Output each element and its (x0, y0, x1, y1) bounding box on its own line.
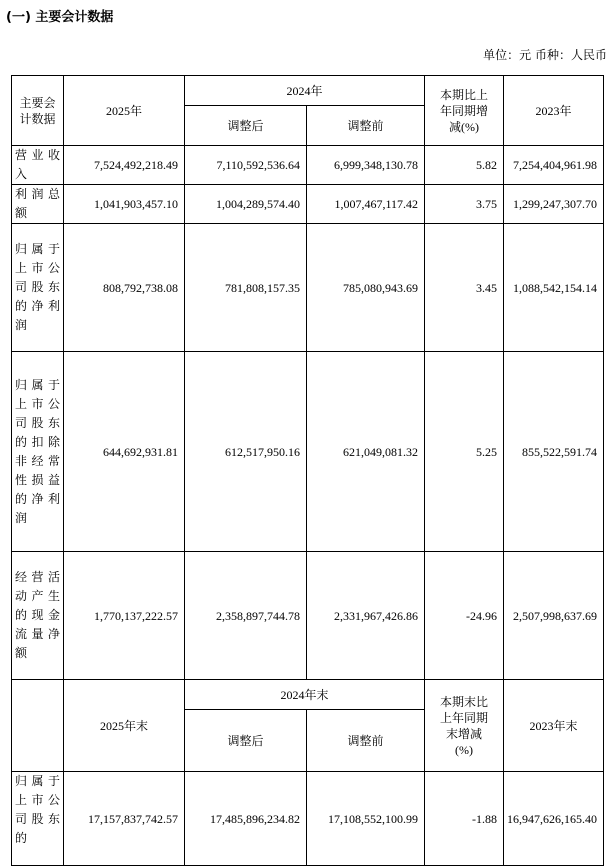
header-adjusted-before: 调整前 (307, 106, 425, 146)
header-label: 主要会计数据 (12, 76, 64, 146)
value-2023: 855,522,591.74 (504, 352, 604, 552)
table-row (12, 772, 604, 866)
row-label: 经营活动产生的现金流量净额 (12, 552, 64, 680)
header2-adjusted-before: 调整前 (307, 710, 425, 772)
value-2024-after: 2,358,897,744.78 (185, 552, 307, 680)
value-2024-before: 2,331,967,426.86 (307, 552, 425, 680)
value-2025: 7,524,492,218.49 (64, 146, 185, 185)
value-change: 3.45 (425, 224, 504, 352)
value-2024-before: 1,007,467,117.42 (307, 185, 425, 224)
section-title: (一) 主要会计数据 (6, 10, 114, 25)
value-2024-before: 6,999,348,130.78 (307, 146, 425, 185)
table-row (12, 146, 604, 185)
value-2023: 1,088,542,154.14 (504, 224, 604, 352)
value-2024-after: 17,485,896,234.82 (185, 772, 307, 866)
table-row (12, 185, 604, 224)
row-label: 利润总额 (12, 185, 64, 224)
value-change: 3.75 (425, 185, 504, 224)
value-2023: 1,299,247,307.70 (504, 185, 604, 224)
value-2025: 1,770,137,222.57 (64, 552, 185, 680)
row-label: 营业收入 (12, 146, 64, 185)
value-2024-after: 1,004,289,574.40 (185, 185, 307, 224)
header2-2024: 2024年末 (185, 680, 425, 710)
table-row (12, 552, 604, 680)
row-label: 归属于上市公司股东的 (12, 772, 64, 866)
value-2025: 1,041,903,457.10 (64, 185, 185, 224)
header2-2023: 2023年末 (504, 680, 604, 772)
value-2024-after: 7,110,592,536.64 (185, 146, 307, 185)
value-2024-after: 612,517,950.16 (185, 352, 307, 552)
value-2023: 16,947,626,165.40 (504, 772, 604, 866)
header-change: 本期比上年同期增减(%) (425, 76, 504, 146)
value-change: -1.88 (425, 772, 504, 866)
header-2024: 2024年 (185, 76, 425, 106)
value-2024-before: 17,108,552,100.99 (307, 772, 425, 866)
value-2025: 17,157,837,742.57 (64, 772, 185, 866)
header2-change: 本期末比上年同期末增减(%) (425, 680, 504, 772)
header-2023: 2023年 (504, 76, 604, 146)
header2-2025: 2025年末 (64, 680, 185, 772)
value-2025: 808,792,738.08 (64, 224, 185, 352)
value-2024-after: 781,808,157.35 (185, 224, 307, 352)
value-2024-before: 621,049,081.32 (307, 352, 425, 552)
header2-adjusted-after: 调整后 (185, 710, 307, 772)
table-row (12, 352, 604, 552)
value-change: -24.96 (425, 552, 504, 680)
value-change: 5.82 (425, 146, 504, 185)
value-2023: 2,507,998,637.69 (504, 552, 604, 680)
value-change: 5.25 (425, 352, 504, 552)
value-2024-before: 785,080,943.69 (307, 224, 425, 352)
value-2023: 7,254,404,961.98 (504, 146, 604, 185)
unit-currency-line: 单位：元 币种：人民币 (483, 48, 607, 62)
value-2025: 644,692,931.81 (64, 352, 185, 552)
header2-label-empty (12, 680, 64, 772)
table-row (12, 224, 604, 352)
row-label: 归属于上市公司股东的扣除非经常性损益的净利润 (12, 352, 64, 552)
header-adjusted-after: 调整后 (185, 106, 307, 146)
row-label: 归属于上市公司股东的净利润 (12, 224, 64, 352)
header-2025: 2025年 (64, 76, 185, 146)
key-accounting-data-table (11, 75, 604, 866)
